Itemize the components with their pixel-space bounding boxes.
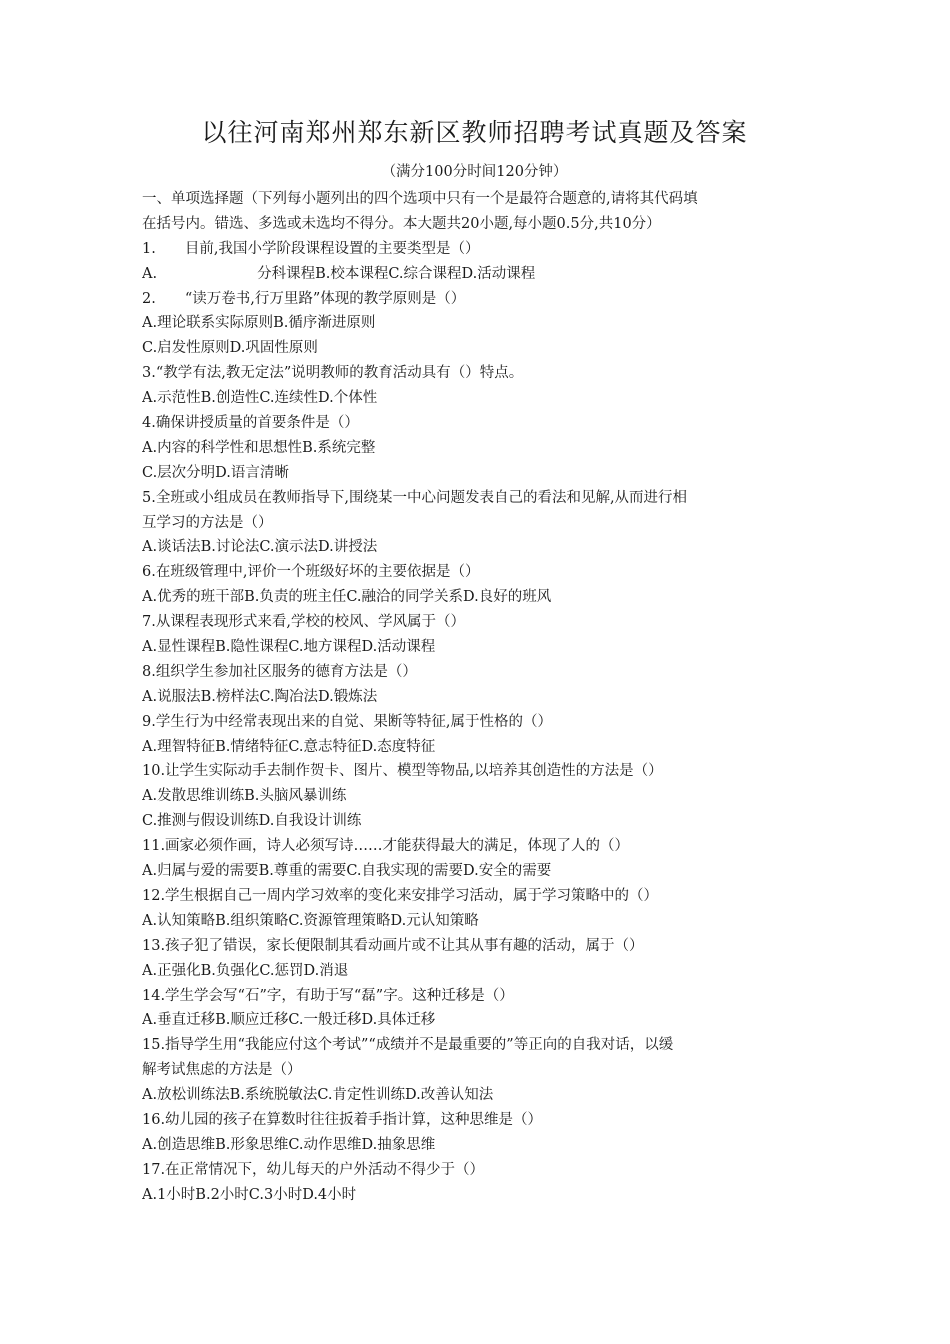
- question-10: 10.让学生实际动手去制作贺卡、图片、模型等物品,以培养其创造性的方法是（）: [142, 763, 663, 780]
- question-11-options: A.归属与爱的需要B.尊重的需要C.自我实现的需要D.安全的需要: [142, 863, 552, 880]
- question-4: 4.确保讲授质量的首要条件是（）: [142, 415, 359, 432]
- option-a-label: A.: [142, 265, 158, 282]
- question-10-options-cd: C.推测与假设训练D.自我设计训练: [142, 813, 362, 830]
- question-4-options-cd: C.层次分明D.语言清晰: [142, 464, 289, 481]
- question-13-options: A.正强化B.负强化C.惩罚D.消退: [142, 962, 349, 979]
- question-14-options: A.垂直迁移B.顺应迁移C.一般迁移D.具体迁移: [142, 1012, 436, 1029]
- question-15: 15.指导学生用“我能应付这个考试”“成绩并不是最重要的”等正向的自我对话，以缓: [142, 1037, 674, 1054]
- question-9-options: A.理智特征B.情绪特征C.意志特征D.态度特征: [142, 738, 436, 755]
- question-13: 13.孩子犯了错误，家长便限制其看动画片或不让其从事有趣的活动，属于（）: [142, 937, 644, 954]
- question-15-options: A.放松训练法B.系统脱敏法C.肯定性训练D.改善认知法: [142, 1087, 494, 1104]
- question-10-options-ab: A.发散思维训练B.头脑风暴训练: [142, 788, 347, 805]
- question-5-options: A.谈话法B.讨论法C.演示法D.讲授法: [142, 539, 378, 556]
- section-heading-continued: 在括号内。错选、多选或未选均不得分。本大题共20小题,每小题0.5分,共10分）: [142, 215, 661, 232]
- question-8: 8.组织学生参加社区服务的德育方法是（）: [142, 663, 417, 680]
- question-7-options: A.显性课程B.隐性课程C.地方课程D.活动课程: [142, 639, 436, 656]
- question-8-options: A.说服法B.榜样法C.陶冶法D.锻炼法: [142, 688, 378, 705]
- question-2-options-cd: C.启发性原则D.巩固性原则: [142, 340, 318, 357]
- question-5: 5.全班或小组成员在教师指导下,围绕某一中心问题发表自己的看法和见解,从而进行相: [142, 489, 688, 506]
- question-2: 2. “读万卷书,行万里路”体现的教学原则是（）: [142, 290, 466, 307]
- question-17-options: A.1小时B.2小时C.3小时D.4小时: [142, 1186, 357, 1203]
- question-3-options: A.示范性B.创造性C.连续性D.个体性: [142, 390, 378, 407]
- question-4-options-ab: A.内容的科学性和思想性B.系统完整: [142, 439, 376, 456]
- question-11: 11.画家必须作画，诗人必须写诗……才能获得最大的满足，体现了人的（）: [142, 838, 630, 855]
- question-9: 9.学生行为中经常表现出来的自觉、果断等特征,属于性格的（）: [142, 713, 552, 730]
- document-title: 以往河南郑州郑东新区教师招聘考试真题及答案: [201, 118, 748, 147]
- option-text: 分科课程B.校本课程C.综合课程D.活动课程: [257, 265, 536, 282]
- question-6: 6.在班级管理中,评价一个班级好坏的主要依据是（）: [142, 564, 480, 581]
- question-2-options-ab: A.理论联系实际原则B.循序渐进原则: [142, 315, 376, 332]
- question-7: 7.从课程表现形式来看,学校的校风、学风属于（）: [142, 614, 465, 631]
- question-list: [142, 187, 807, 1208]
- question-1-options: [142, 262, 807, 287]
- question-16: 16.幼儿园的孩子在算数时往往扳着手指计算，这种思维是（）: [142, 1111, 543, 1128]
- question-12-options: A.认知策略B.组织策略C.资源管理策略D.元认知策略: [142, 912, 479, 929]
- question-1: 1. 目前,我国小学阶段课程设置的主要类型是（）: [142, 240, 480, 257]
- question-6-options: A.优秀的班干部B.负责的班主任C.融洽的同学关系D.良好的班风: [142, 589, 552, 606]
- section-heading: 一、单项选择题（下列每小题列出的四个选项中只有一个是最符合题意的,请将其代码填: [142, 191, 698, 207]
- question-15-continued: 解考试焦虑的方法是（）: [142, 1062, 302, 1079]
- question-14: 14.学生学会写“石”字，有助于写“磊”字。这种迁移是（）: [142, 987, 514, 1004]
- exam-info: （满分100分时间120分钟）: [381, 164, 568, 180]
- question-3: 3.“教学有法,教无定法”说明教师的教育活动具有（）特点。: [142, 365, 524, 382]
- question-16-options: A.创造思维B.形象思维C.动作思维D.抽象思维: [142, 1136, 436, 1153]
- question-5-continued: 互学习的方法是（）: [142, 514, 273, 531]
- question-12: 12.学生根据自己一周内学习效率的变化来安排学习活动，属于学习策略中的（）: [142, 887, 659, 904]
- question-17: 17.在正常情况下，幼儿每天的户外活动不得少于（）: [142, 1161, 485, 1178]
